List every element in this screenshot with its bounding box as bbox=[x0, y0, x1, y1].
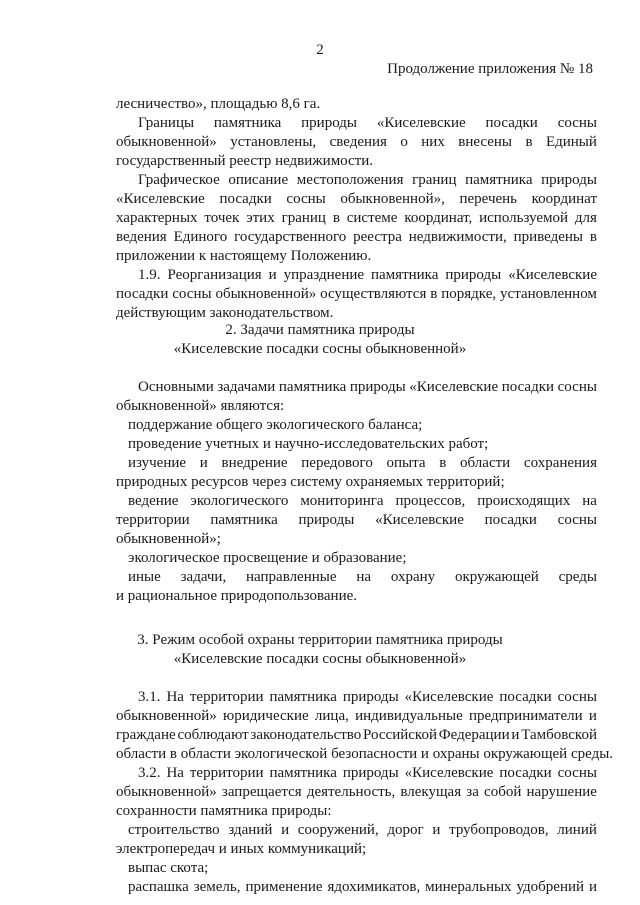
text-line bbox=[138, 171, 597, 189]
word: государственного bbox=[234, 229, 347, 245]
word: трубопроводов, bbox=[449, 822, 549, 838]
word: «Киселевские bbox=[508, 267, 597, 283]
text-line: приложении к настоящему Положению. bbox=[116, 248, 372, 264]
word: «Киселевские bbox=[375, 512, 464, 528]
word: Графическое bbox=[138, 172, 220, 188]
word: «Киселевские bbox=[409, 379, 499, 395]
word: юридические bbox=[223, 708, 309, 724]
text-line: сохранности памятника природы: bbox=[116, 803, 332, 819]
word: ведение bbox=[128, 493, 179, 509]
word: направленные bbox=[246, 569, 337, 585]
word: «Киселевские bbox=[116, 191, 205, 207]
word: сосны bbox=[286, 191, 326, 207]
word: сосны bbox=[557, 689, 597, 705]
list-item bbox=[128, 568, 597, 586]
word: посадки bbox=[116, 286, 169, 302]
word: минеральных bbox=[425, 879, 512, 895]
word: На bbox=[166, 765, 184, 781]
word: распашка bbox=[128, 879, 189, 895]
list-item bbox=[128, 821, 597, 839]
word: обыкновенной» bbox=[116, 784, 217, 800]
word: упразднение bbox=[283, 267, 365, 283]
text-line: государственный реестр недвижимости. bbox=[116, 153, 374, 169]
word: удобрений bbox=[516, 879, 585, 895]
word: соблюдают bbox=[177, 727, 249, 743]
word: влекущая bbox=[400, 784, 462, 800]
word: памятника bbox=[465, 172, 533, 188]
word: этих bbox=[246, 210, 275, 226]
word: и bbox=[268, 267, 277, 283]
word: них bbox=[421, 134, 445, 150]
word: установленном bbox=[500, 286, 597, 302]
word: посадки bbox=[484, 512, 537, 528]
word: сведения bbox=[329, 134, 387, 150]
word: земель, bbox=[193, 879, 241, 895]
word: ведения bbox=[116, 229, 167, 245]
word: Реорганизация bbox=[167, 267, 262, 283]
word: области bbox=[460, 455, 511, 471]
text-line bbox=[138, 114, 597, 132]
word: на bbox=[356, 569, 372, 585]
text-line bbox=[116, 707, 597, 725]
word: природы bbox=[342, 689, 399, 705]
word: деятельность, bbox=[306, 784, 396, 800]
list-item: выпас скота; bbox=[128, 860, 209, 876]
word: в bbox=[439, 455, 447, 471]
word: 3.1. bbox=[138, 689, 161, 705]
word: и bbox=[281, 822, 290, 838]
text-line: обыкновенной» являются: bbox=[116, 398, 285, 414]
word: обыкновенной», bbox=[340, 191, 445, 207]
word: территории bbox=[189, 689, 264, 705]
word: перечень bbox=[459, 191, 518, 207]
list-item: экологическое просвещение и образование; bbox=[128, 550, 407, 566]
appendix-continuation: Продолжение приложения № 18 bbox=[387, 61, 593, 77]
word: реестра bbox=[353, 229, 402, 245]
word: посадки bbox=[499, 765, 552, 781]
word: за bbox=[466, 784, 479, 800]
word: собой bbox=[484, 784, 522, 800]
word: природы bbox=[445, 267, 502, 283]
word: в bbox=[525, 134, 533, 150]
text-line bbox=[138, 378, 597, 396]
word: лица, bbox=[314, 708, 349, 724]
text-line bbox=[116, 209, 597, 227]
word: Единого bbox=[173, 229, 228, 245]
word: и bbox=[511, 727, 520, 743]
word: процессов, bbox=[395, 493, 466, 509]
word: природы bbox=[349, 379, 406, 395]
word: задачи, bbox=[180, 569, 227, 585]
word: посадки bbox=[501, 379, 555, 395]
word: приведены bbox=[513, 229, 584, 245]
word: линий bbox=[557, 822, 597, 838]
word: 3.2. bbox=[138, 765, 161, 781]
word: порядке, bbox=[441, 286, 497, 302]
word: границ bbox=[412, 172, 457, 188]
text-line bbox=[116, 511, 597, 529]
word: Границы bbox=[138, 115, 195, 131]
word: «Киселевские bbox=[376, 115, 466, 131]
word: на bbox=[582, 493, 597, 509]
word: сооружений, bbox=[297, 822, 379, 838]
list-item bbox=[128, 492, 597, 510]
word: обыкновенной» bbox=[116, 134, 217, 150]
word: изучение bbox=[128, 455, 187, 471]
word: Тамбовской bbox=[521, 727, 597, 743]
word: мониторинга bbox=[300, 493, 384, 509]
word: граждане bbox=[116, 727, 176, 743]
word: посадки bbox=[485, 115, 538, 131]
word: экологического bbox=[190, 493, 289, 509]
text-line: области в области экологической безопасности и охраны окружающей среды. bbox=[116, 746, 614, 762]
word: природы bbox=[298, 512, 355, 528]
word: в bbox=[589, 229, 597, 245]
word: и bbox=[588, 879, 597, 895]
list-item bbox=[128, 878, 597, 896]
word: сосны bbox=[172, 286, 212, 302]
word: охрану bbox=[390, 569, 436, 585]
text-line bbox=[116, 228, 597, 246]
word: в bbox=[430, 286, 438, 302]
word: и bbox=[432, 822, 441, 838]
section-3-subheading: «Киселевские посадки сосны обыкновенной» bbox=[173, 651, 467, 667]
word: передового bbox=[301, 455, 373, 471]
word: применение bbox=[245, 879, 323, 895]
word: границ bbox=[281, 210, 326, 226]
text-line bbox=[116, 133, 597, 151]
word: Федерации bbox=[438, 727, 510, 743]
word: иные bbox=[128, 569, 161, 585]
word: ядохимикатов, bbox=[327, 879, 421, 895]
text-line bbox=[138, 266, 597, 284]
text-line: электропередач и иных коммуникаций; bbox=[116, 841, 367, 857]
word: о bbox=[400, 134, 408, 150]
word: и bbox=[199, 455, 208, 471]
word: недвижимости, bbox=[408, 229, 507, 245]
word: памятника bbox=[278, 379, 347, 395]
word: Единый bbox=[545, 134, 597, 150]
text-line: лесничество», площадью 8,6 га. bbox=[116, 96, 321, 112]
word: и bbox=[588, 708, 597, 724]
word: осуществляются bbox=[320, 286, 427, 302]
word: предприниматели bbox=[469, 708, 583, 724]
word: 1.9. bbox=[138, 267, 161, 283]
word: для bbox=[574, 210, 597, 226]
text-line bbox=[138, 688, 597, 706]
word: задачами bbox=[217, 379, 276, 395]
word: памятника bbox=[269, 765, 337, 781]
list-item: проведение учетных и научно-исследовательских работ; bbox=[128, 436, 489, 452]
section-2-subheading: «Киселевские посадки сосны обыкновенной» bbox=[173, 341, 467, 357]
word: дорог bbox=[387, 822, 424, 838]
word: Основными bbox=[138, 379, 214, 395]
word: установлены, bbox=[230, 134, 317, 150]
list-item bbox=[128, 454, 597, 472]
word: природы bbox=[541, 172, 597, 188]
word: «Киселевские bbox=[404, 765, 494, 781]
word: внесены bbox=[458, 134, 513, 150]
word: сохранения bbox=[523, 455, 597, 471]
text-line bbox=[116, 190, 597, 208]
text-line bbox=[116, 726, 597, 744]
word: среды bbox=[558, 569, 597, 585]
word: памятника bbox=[210, 512, 278, 528]
text-line bbox=[116, 285, 597, 303]
word: координат bbox=[531, 191, 597, 207]
word: На bbox=[166, 689, 184, 705]
list-item: поддержание общего экологического баланса; bbox=[128, 417, 423, 433]
word: памятника bbox=[269, 689, 337, 705]
word: координат, bbox=[404, 210, 473, 226]
text-line: обыкновенной»; bbox=[116, 531, 221, 547]
section-3-heading: 3. Режим особой охраны территории памятника природы bbox=[137, 632, 503, 648]
word: строительство bbox=[128, 822, 220, 838]
word: зданий bbox=[228, 822, 273, 838]
word: сосны bbox=[557, 765, 597, 781]
word: опыта bbox=[386, 455, 426, 471]
word: описание bbox=[228, 172, 289, 188]
text-line: и рациональное природопользование. bbox=[116, 588, 358, 604]
word: природы bbox=[342, 765, 399, 781]
word: памятника bbox=[371, 267, 439, 283]
word: сосны bbox=[557, 115, 597, 131]
word: посадки bbox=[499, 689, 552, 705]
word: обыкновенной» bbox=[116, 708, 217, 724]
word: характерных bbox=[116, 210, 198, 226]
word: используемой bbox=[479, 210, 569, 226]
word: законодательство bbox=[250, 727, 362, 743]
word: посадки bbox=[219, 191, 272, 207]
word: индивидуальные bbox=[355, 708, 463, 724]
text-line: природных ресурсов через систему охраняемых территорий; bbox=[116, 474, 505, 490]
word: «Киселевские bbox=[404, 689, 494, 705]
text-line: действующим законодательством. bbox=[116, 305, 334, 321]
word: запрещается bbox=[221, 784, 302, 800]
word: нарушение bbox=[526, 784, 597, 800]
text-line bbox=[138, 764, 597, 782]
word: окружающей bbox=[454, 569, 539, 585]
word: территории bbox=[189, 765, 264, 781]
page-number: 2 bbox=[316, 42, 324, 58]
word: обыкновенной» bbox=[215, 286, 317, 302]
word: точек bbox=[204, 210, 240, 226]
section-2-heading: 2. Задачи памятника природы bbox=[225, 322, 415, 338]
word: в bbox=[332, 210, 340, 226]
word: происходящих bbox=[477, 493, 571, 509]
word: Российской bbox=[363, 727, 437, 743]
word: сосны bbox=[557, 512, 597, 528]
word: памятника bbox=[213, 115, 282, 131]
word: сосны bbox=[557, 379, 597, 395]
word: внедрение bbox=[221, 455, 288, 471]
word: системе bbox=[346, 210, 398, 226]
word: местоположения bbox=[296, 172, 404, 188]
text-line bbox=[116, 783, 597, 801]
word: территории bbox=[116, 512, 190, 528]
word: природы bbox=[301, 115, 357, 131]
